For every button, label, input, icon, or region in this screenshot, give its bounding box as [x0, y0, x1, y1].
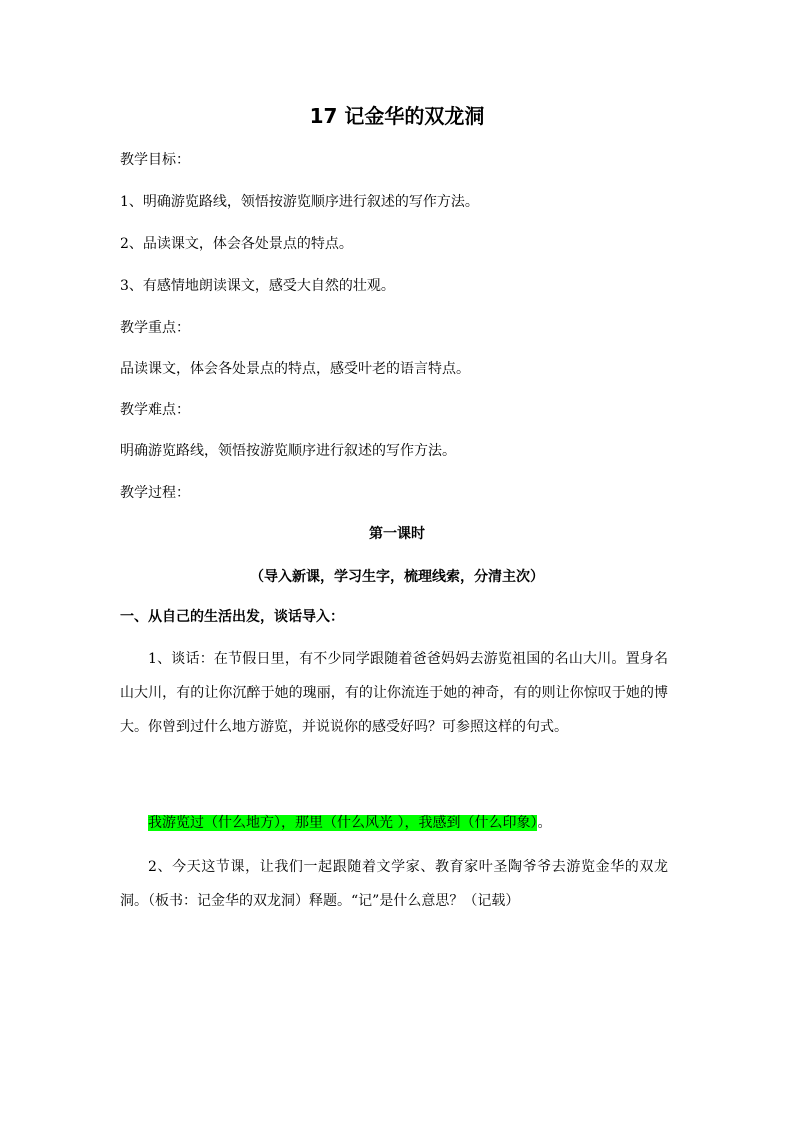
goal-item-3: 3、有感情地朗读课文，感受大自然的壮观。 [120, 278, 395, 294]
paragraph-1: 1、谈话：在节假日里，有不少同学跟随着爸爸妈妈去游览祖国的名山大川。置身名山大川，有的让你沉醉于她的瑰丽，有的让你流连于她的神奇，有的则让你惊叹于她的博大。你曾到过什么地方游览，并说说你的感受好吗？可参照这样的句式。 [120, 651, 668, 735]
highlight-end-punct: 。 [537, 815, 552, 831]
goal-item-2: 2、品读课文，体会各处景点的特点。 [120, 236, 353, 252]
difficulty-text: 明确游览路线，领悟按游览顺序进行叙述的写作方法。 [120, 443, 456, 459]
paragraph-2: 2、今天这节课，让我们一起跟随着文学家、教育家叶圣陶爷爷去游览金华的双龙洞。（板书：记金华的双龙洞）释题。“记”是什么意思？（记载） [120, 859, 668, 909]
goals-heading: 教学目标： [120, 152, 190, 168]
lesson-title: 第一课时 [369, 526, 425, 542]
difficulty-heading: 教学难点： [120, 402, 190, 418]
highlight-paragraph [120, 806, 668, 840]
key-points-text: 品读课文，体会各处景点的特点，感受叶老的语言特点。 [120, 361, 470, 377]
key-points-heading: 教学重点： [120, 320, 190, 336]
process-heading: 教学过程： [120, 485, 190, 501]
lesson-subtitle: （导入新课，学习生字，梳理线索，分清主次） [250, 569, 544, 585]
highlighted-sentence: 我游览过（什么地方），那里（什么风光 ），我感到（什么印象） [148, 815, 538, 831]
document-title: 17 记金华的双龙洞 [309, 104, 485, 128]
section-heading-1: 一、从自己的生活出发，谈话导入： [120, 609, 344, 625]
goal-item-1: 1、明确游览路线，领悟按游览顺序进行叙述的写作方法。 [120, 194, 479, 210]
